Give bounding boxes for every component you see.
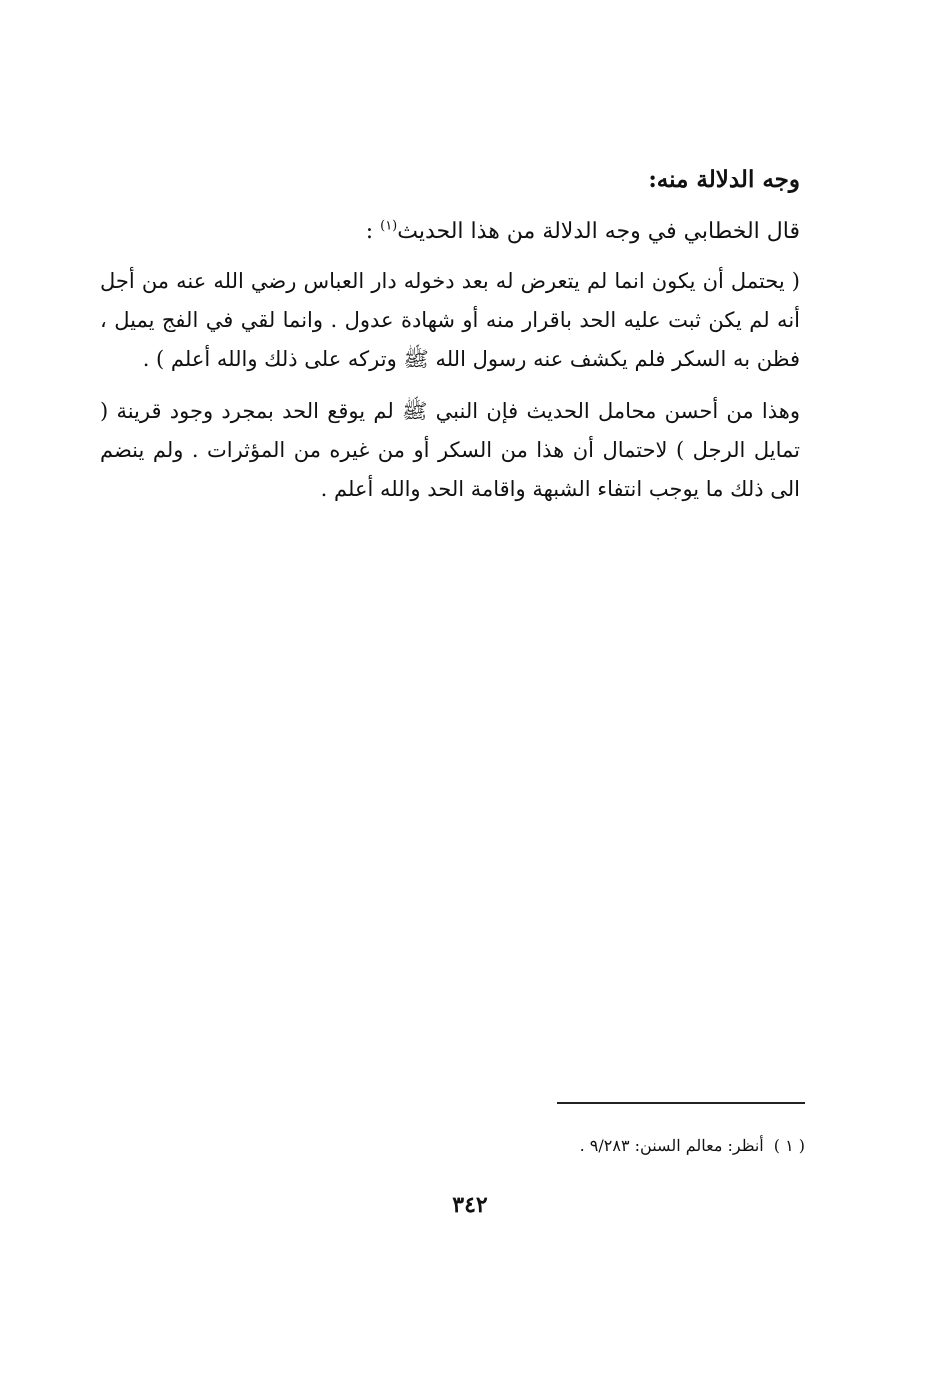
section-heading: وجه الدلالة منه: bbox=[648, 166, 800, 193]
intro-suffix: : bbox=[365, 219, 381, 244]
footnote bbox=[300, 1131, 805, 1161]
quote-paragraph: ( يحتمل أن يكون انما لم يتعرض له بعد دخوله دار العباس رضي الله عنه من أجل أنه لم يكن ثبت عليه الحد باقرار منه أو شهادة عدول . وانما لقي في الفج يميل ، فظن به السكر فلم يكشف عنه رسول الله ﷺ وتركه على ذلك والله أعلم ) . bbox=[100, 269, 800, 371]
footnote-number: ( ١ ) bbox=[773, 1136, 805, 1155]
intro-text: قال الخطابي في وجه الدلالة من هذا الحديث bbox=[397, 219, 800, 244]
page-number: ٣٤٢ bbox=[452, 1192, 488, 1218]
footnote-divider bbox=[557, 1102, 805, 1104]
footnote-reference: (١) bbox=[380, 218, 398, 234]
intro-line bbox=[100, 212, 800, 252]
footnote-text: أنظر: معالم السنن: ٩/٢٨٣ . bbox=[579, 1136, 764, 1155]
commentary-paragraph: وهذا من أحسن محامل الحديث فإن النبي ﷺ لم يوقع الحد بمجرد وجود قرينة ( تمايل الرجل ) لاحتمال أن هذا من السكر أو من غيره من المؤثرات . ولم ينضم الى ذلك ما يوجب انتفاء الشبهة واقامة الحد والله أعلم . bbox=[100, 399, 800, 501]
